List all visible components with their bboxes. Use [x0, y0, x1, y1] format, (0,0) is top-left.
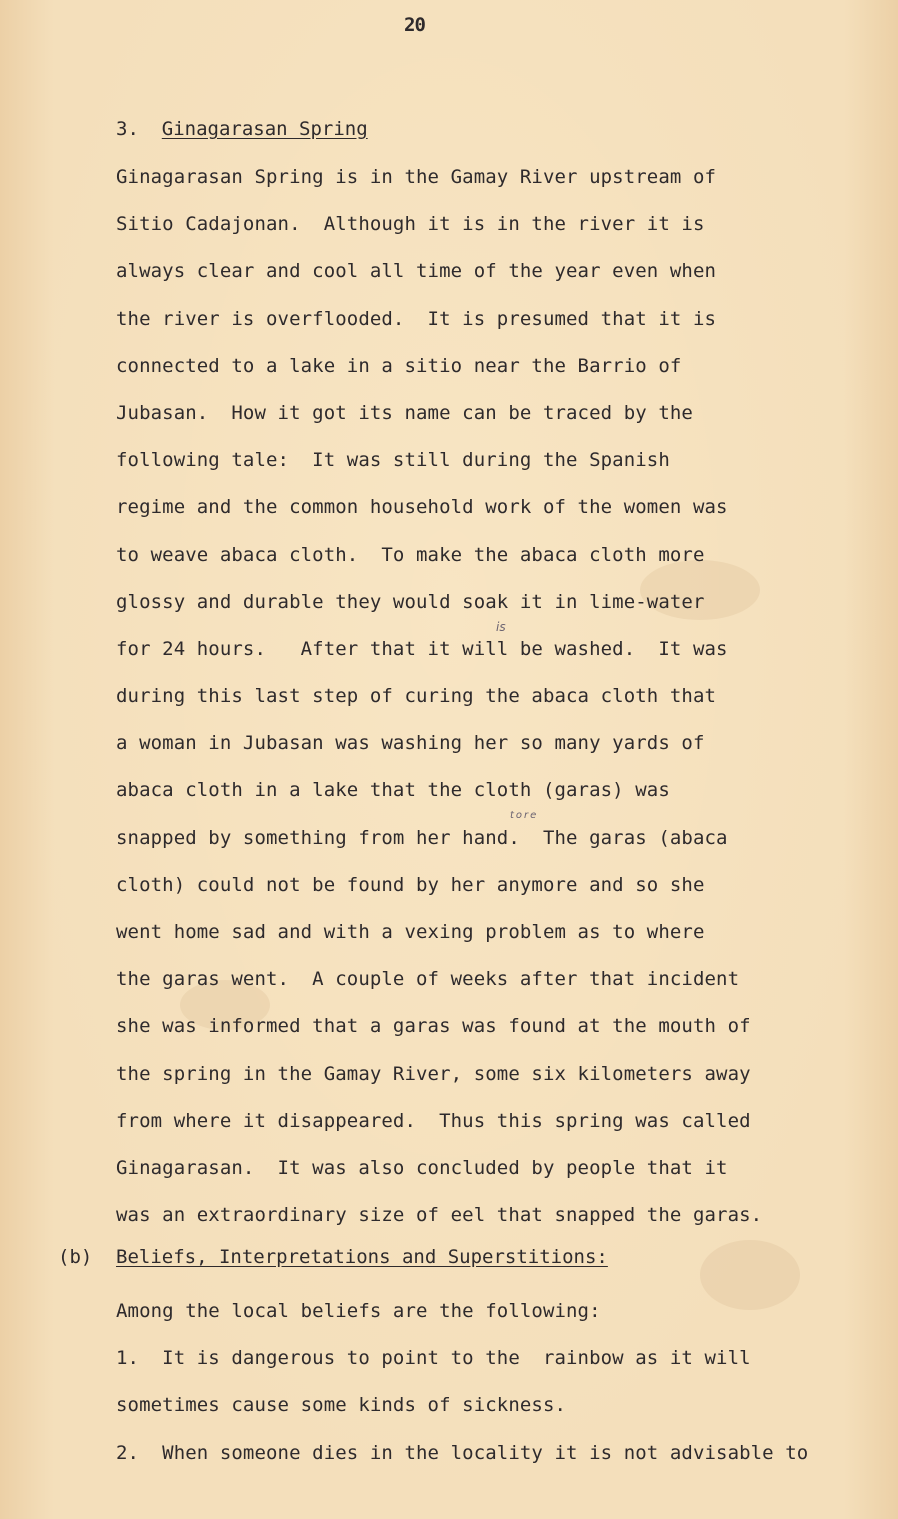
beliefs-line: 2. When someone dies in the locality it is not advisable to: [116, 1441, 809, 1464]
beliefs-line: Among the local beliefs are the following:: [116, 1300, 601, 1322]
beliefs-line: sometimes cause some kinds of sickness.: [116, 1394, 567, 1417]
paragraph-line: Ginagarasan Spring is in the Gamay River upstream of: [116, 166, 717, 188]
paragraph-line: cloth) could not be found by her anymore and so she: [116, 873, 705, 896]
paragraph-line: during this last step of curing the abaca cloth that: [116, 685, 717, 708]
paragraph-line: went home sad and with a vexing problem as to where: [116, 921, 705, 943]
paragraph-line: to weave abaca cloth. To make the abaca cloth more: [116, 543, 705, 566]
paragraph-line: glossy and durable they would soak it in lime-water: [116, 590, 705, 613]
paragraph-line: she was informed that a garas was found at the mouth of: [116, 1015, 751, 1038]
beliefs-paragraph: [116, 1294, 876, 1483]
paragraph-line: Sitio Cadajonan. Although it is in the river it is: [116, 213, 705, 236]
paragraph-line: for 24 hours. After that it will be washed. It was: [116, 637, 728, 660]
paragraph-line: the spring in the Gamay River, some six kilometers away: [116, 1062, 751, 1085]
paragraph-line: from where it disappeared. Thus this spring was called: [116, 1109, 751, 1132]
page-number: 20: [404, 14, 425, 36]
subsection-label: (b): [58, 1246, 93, 1268]
handwritten-annotation: tore: [510, 810, 539, 821]
main-paragraph: [116, 160, 816, 1245]
paragraph-line: the garas went. A couple of weeks after that incident: [116, 968, 740, 991]
section-number: 3.: [116, 118, 139, 140]
paragraph-line: following tale: It was still during the Spanish: [116, 449, 670, 472]
subsection-title: Beliefs, Interpretations and Superstitions:: [116, 1246, 608, 1268]
beliefs-line: 1. It is dangerous to point to the rainbow as it will: [116, 1347, 751, 1370]
subsection-heading: [58, 1246, 608, 1268]
paragraph-line: abaca cloth in a lake that the cloth (garas) was: [116, 779, 670, 802]
paragraph-line: always clear and cool all time of the year even when: [116, 260, 717, 283]
section-title: Ginagarasan Spring: [161, 118, 368, 140]
paragraph-line: the river is overflooded. It is presumed that it is: [116, 307, 717, 330]
paragraph-line: Jubasan. How it got its name can be traced by the: [116, 401, 693, 424]
paragraph-line: connected to a lake in a sitio near the Barrio of: [116, 354, 682, 377]
paragraph-line: was an extraordinary size of eel that snapped the garas.: [116, 1204, 763, 1227]
paragraph-line: snapped by something from her hand. The garas (abaca: [116, 826, 728, 849]
paragraph-line: regime and the common household work of the women was: [116, 496, 728, 519]
paragraph-line: Ginagarasan. It was also concluded by people that it: [116, 1156, 728, 1179]
paragraph-line: a woman in Jubasan was washing her so many yards of: [116, 732, 705, 755]
section-heading: [116, 118, 368, 140]
handwritten-annotation: is: [496, 620, 506, 634]
